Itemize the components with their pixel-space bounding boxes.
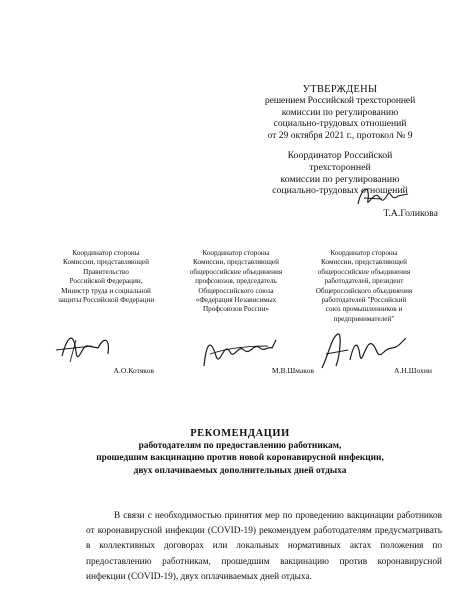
coordinator-line: социально-трудовых отношений xyxy=(272,185,408,197)
kotyakov-name: А.О.Котяков xyxy=(113,366,154,375)
party-line: Правительство xyxy=(83,267,129,276)
party-line: общероссийские объединения xyxy=(189,267,283,276)
body-paragraph: В связи с необходимостью принятия мер по проведению вакцинации работников от коронавирусной инфекции (COVID-19) рекомендуем работодателям предусматривать в коллективных договорах или локальных нормативных актах положения по предоставлению работникам, прошедшим вакцинацию против коронавирусной инфекции (COVID-19), двух оплачиваемых дней отдыха. xyxy=(86,511,442,582)
party-unions-block xyxy=(172,249,300,315)
party-line: Российской Федерации, xyxy=(69,277,143,286)
party-line: Комиссии, представляющей xyxy=(63,258,149,267)
party-line: «Федерация Независимых xyxy=(195,296,277,305)
recommendations-heading xyxy=(30,428,450,477)
coordinator-line: комиссии по регулированию xyxy=(280,173,400,185)
recommendations-title: РЕКОМЕНДАЦИИ xyxy=(190,428,290,439)
party-line: Общероссийского объединения xyxy=(315,286,413,295)
shokhin-name: А.Н.Шохин xyxy=(394,366,432,375)
party-line: общероссийские объединения xyxy=(317,267,411,276)
coordinator-line: трехсторонней xyxy=(309,161,371,173)
party-gov-block xyxy=(44,249,168,305)
party-line: Координатор стороны xyxy=(72,249,140,257)
party-line: защиты Российской Федерации xyxy=(57,296,155,305)
party-line: профсоюзов, председатель xyxy=(195,277,277,286)
party-line: Общероссийского союза xyxy=(198,286,274,295)
recommendations-subtitle: прошедшим вакцинацию против новой коронавирусной инфекции, xyxy=(96,453,384,464)
coordinator-name: Т.А.Голикова xyxy=(383,208,438,219)
party-line: Профсоюзов России» xyxy=(202,305,270,314)
approval-line: решением Российской трехсторонней xyxy=(264,95,416,107)
approval-line: комиссии по регулированию xyxy=(281,106,399,118)
party-line: союз промышленников и xyxy=(325,305,403,314)
party-line: предпринимателей" xyxy=(333,314,395,323)
approval-block xyxy=(240,84,440,141)
approval-line: социально-трудовых отношений xyxy=(273,118,407,130)
party-employers-block xyxy=(300,249,428,324)
party-line: Комиссии, представляющей xyxy=(193,258,279,267)
party-line: Комиссии, представляющей xyxy=(321,258,407,267)
party-line: работодателей, президент xyxy=(324,277,404,286)
approval-line: от 29 октября 2021 г., протокол № 9 xyxy=(267,129,413,141)
party-line: Координатор стороны xyxy=(330,249,398,257)
recommendations-subtitle: двух оплачиваемых дополнительных дней отдыха xyxy=(133,465,347,476)
approval-title: УТВЕРЖДЕНЫ xyxy=(302,84,378,95)
coordinator-line: Координатор Российской xyxy=(287,150,393,161)
party-line: работодателей "Российский xyxy=(321,296,407,305)
party-line: Министр труда и социальной xyxy=(61,286,151,295)
recommendations-subtitle: работодателям по предоставлению работникам, xyxy=(138,441,342,452)
shmakov-name: М.В.Шмаков xyxy=(271,366,314,375)
party-line: Координатор стороны xyxy=(202,249,270,257)
